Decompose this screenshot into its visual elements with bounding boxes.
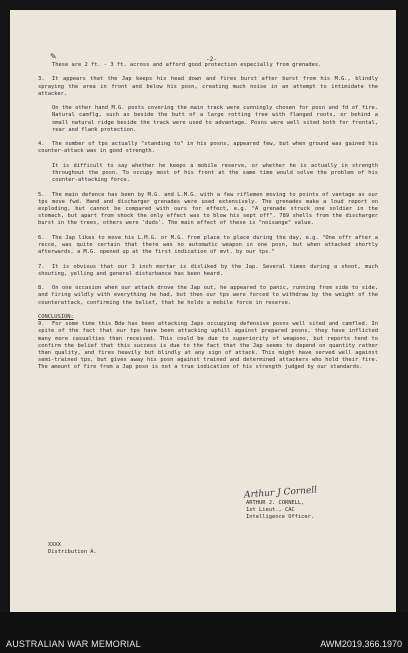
paragraph-6 xyxy=(38,235,378,257)
paragraph-text: The number of tps actually "standing to" in his posns, appeared few, but when ground was gained his counter-attack was in good strength. xyxy=(38,141,378,155)
paragraph-number: 4. xyxy=(38,141,45,148)
paragraph-text: The main defence has been by M.G. and L.M.G. with a few riflemen moving to points of vantage as our tps move fwd. Hand and discharger grenades were used extensively. The grenades make a loud report on exploding, but cannot be compared with ours for effect, e.g. "A grenade struck one soldier in the stomach, but apart from shock the only effect was to blow his sept off". 789 shells from the discharger burst in the trees, others were 'duds'. The main effect of these is "noisange" value. xyxy=(38,191,378,227)
paragraph-7 xyxy=(38,264,378,278)
paragraph-3b: On the other hand M.G. posts covering the main track were cunningly chosen for posn and fd of fire. Natural camflg, such as beside the butt of a large rotting tree with flanged roots, or behind a small natural ridge beside the track were used to advantage. Posns were well sited both for frontal, rear and flank protection. xyxy=(52,105,378,133)
paragraph-number: 9. xyxy=(38,321,45,328)
paragraph-text: It is obvious that our 3 inch mortar is disliked by the Jap. Several times during a shoot, much shouting, yelling and general disturbance has been heard. xyxy=(38,263,378,277)
signatory-rank: 1st Lieut., CAC xyxy=(246,507,295,514)
paragraph-text: For some time this Bde has been attacking Japs occupying defensive posns well sited and camfled. In spite of the fact that our tps have been attacking uphill against prepared posns, they have inflicted many more casualties than received. This could be due to superiority of weapons, but reports tend to confirm the belief that this success is due to the fact that the Jap seems to depend on quantity rather than quality, and fires heavily but blindly at any sign of attack. This might have served well against semi-trained tps, but gives away his posn against trained and determined attackers who hold their fire. The amount of fire from a Jap posn is not a true indication of his strength judged by our standards. xyxy=(38,321,378,371)
paragraph-4b: It is difficult to say whether he keeps a mobile reserve, or whether he is actually in strength throughout the posn. To occupy most of his front at the same time would solve the problem of his counter-attacking force. xyxy=(52,162,378,184)
paragraph-text: It appears that the Jap keeps his head down and fires burst after burst from his M.G., blindly spraying the area in front and below his posn, creating much noise in an attempt to intimidate the attacker. xyxy=(38,76,378,97)
distribution-block xyxy=(48,542,97,556)
paragraph-4 xyxy=(38,141,378,155)
page-number: -2- xyxy=(206,56,217,63)
paragraph-number: 7. xyxy=(38,263,45,270)
signatory-name: ARTHUR J. CORNELL, xyxy=(246,500,305,506)
document-page xyxy=(10,10,396,612)
intro-paragraph: These are 2 ft. - 3 ft. across and afford good protection especially from grenades. xyxy=(52,62,322,68)
handwritten-signature: Arthur J Cornell xyxy=(243,485,318,501)
archive-footer xyxy=(0,612,408,653)
institution-name: AUSTRALIAN WAR MEMORIAL xyxy=(6,639,141,649)
paragraph-text: The Jap likes to move his L.M.G. or M.G. from place to place during the day, e.g. "One offr after a recce, was quite certain that there was no automatic weapon in one posn, but when attacked shortly afterwards, a M.G. opened up at the first indication of mvt. by our tps." xyxy=(38,234,378,256)
paragraph-number: 5. xyxy=(38,191,45,198)
accession-number: AWM2019.366.1970 xyxy=(320,639,402,649)
paragraph-number: 3. xyxy=(38,76,45,83)
paragraph-5 xyxy=(38,192,378,228)
paragraph-9 xyxy=(38,321,378,371)
reference-mark: XXXX xyxy=(48,542,61,548)
paragraph-8 xyxy=(38,285,378,307)
conclusion-heading: CONCLUSION: xyxy=(38,313,74,320)
document-body xyxy=(38,62,378,379)
paragraph-number: 6. xyxy=(38,234,45,241)
paragraph-number: 8. xyxy=(38,285,45,292)
signatory-block xyxy=(246,500,314,522)
paragraph-3 xyxy=(38,76,378,98)
handwritten-mark-icon: ✎ xyxy=(50,52,57,61)
paragraph-text: On one occasion when our attack drove the Jap out, he appeared to panic, running from side to side, and firing wildly with everything he had, but then our tps were forced to withdraw by the weight of the counterattack, confirming the belief, that he holds a mobile force in reserve. xyxy=(38,285,378,306)
distribution-line: Distribution A. xyxy=(48,549,97,556)
signatory-role: Intelligence Officer. xyxy=(246,514,315,521)
